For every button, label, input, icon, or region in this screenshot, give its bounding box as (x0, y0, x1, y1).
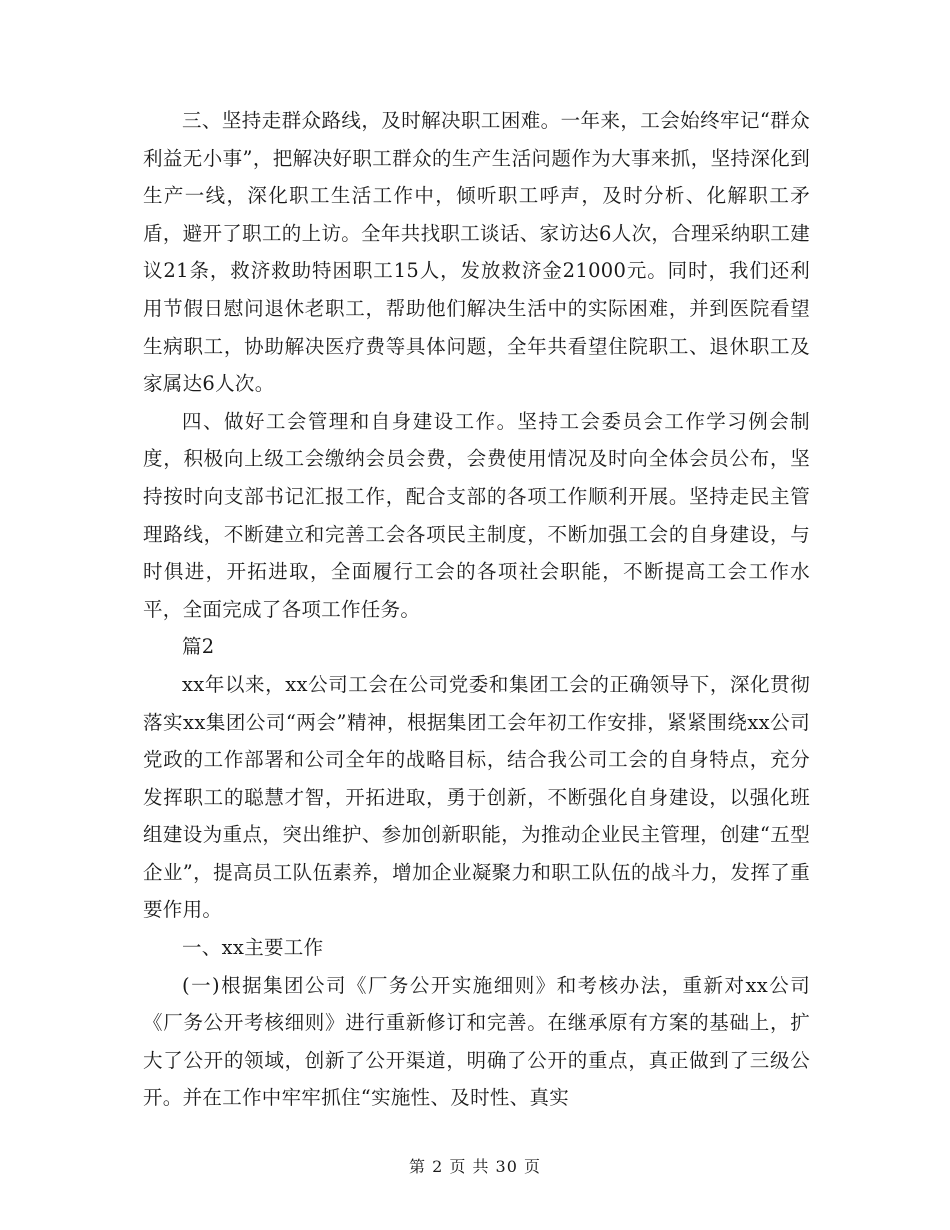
paragraph-intro: xx年以来，xx公司工会在公司党委和集团工会的正确领导下，深化贯彻落实xx集团公司“两会”精神，根据集团工会年初工作安排，紧紧围绕xx公司党政的工作部署和公司全年的战略目标，结合我公司工会的自身特点，充分发挥职工的聪慧才智，开拓进取，勇于创新，不断强化自身建设，以强化班组建设为重点，突出维护、参加创新职能，为推动企业民主管理，创建“五型企业”，提高员工队伍素养，增加企业凝聚力和职工队伍的战斗力，发挥了重要作用。 (143, 672, 810, 922)
paragraph-item-one: (一)根据集团公司《厂务公开实施细则》和考核办法，重新对xx公司《厂务公开考核细则》进行重新修订和完善。在继承原有方案的基础上，扩大了公开的领域，创新了公开渠道，明确了公开的重点，真正做到了三级公开。并在工作中牢牢抓住“实施性、及时性、真实 (143, 973, 810, 1110)
section-heading-main-work: 一、xx主要工作 (182, 936, 324, 960)
paragraph-section-three: 三、坚持走群众路线，及时解决职工困难。一年来，工会始终牢记“群众利益无小事”，把解决好职工群众的生产生活问题作为大事来抓，坚持深化到生产一线，深化职工生活工作中，倾听职工呼声，及时分析、化解职工矛盾，避开了职工的上访。全年共找职工谈话、家访达6人次，合理采纳职工建议21条，救济救助特困职工15人，发放救济金21000元。同时，我们还利用节假日慰问退休老职工，帮助他们解决生活中的实际困难，并到医院看望生病职工，协助解决医疗费等具体问题，全年共看望住院职工、退休职工及家属达6人次。 (143, 109, 810, 396)
document-body (143, 102, 810, 1117)
section-heading-part-2: 篇2 (182, 635, 215, 659)
page-number-footer: 第 2 页 共 30 页 (409, 1157, 541, 1176)
paragraph-section-four: 四、做好工会管理和自身建设工作。坚持工会委员会工作学习例会制度，积极向上级工会缴纳会员会费，会费使用情况及时向全体会员公布，坚持按时向支部书记汇报工作，配合支部的各项工作顺利开展。坚持走民主管理路线，不断建立和完善工会各项民主制度，不断加强工会的自身建设，与时俱进，开拓进取，全面履行工会的各项社会职能，不断提高工会工作水平，全面完成了各项工作任务。 (143, 409, 810, 621)
